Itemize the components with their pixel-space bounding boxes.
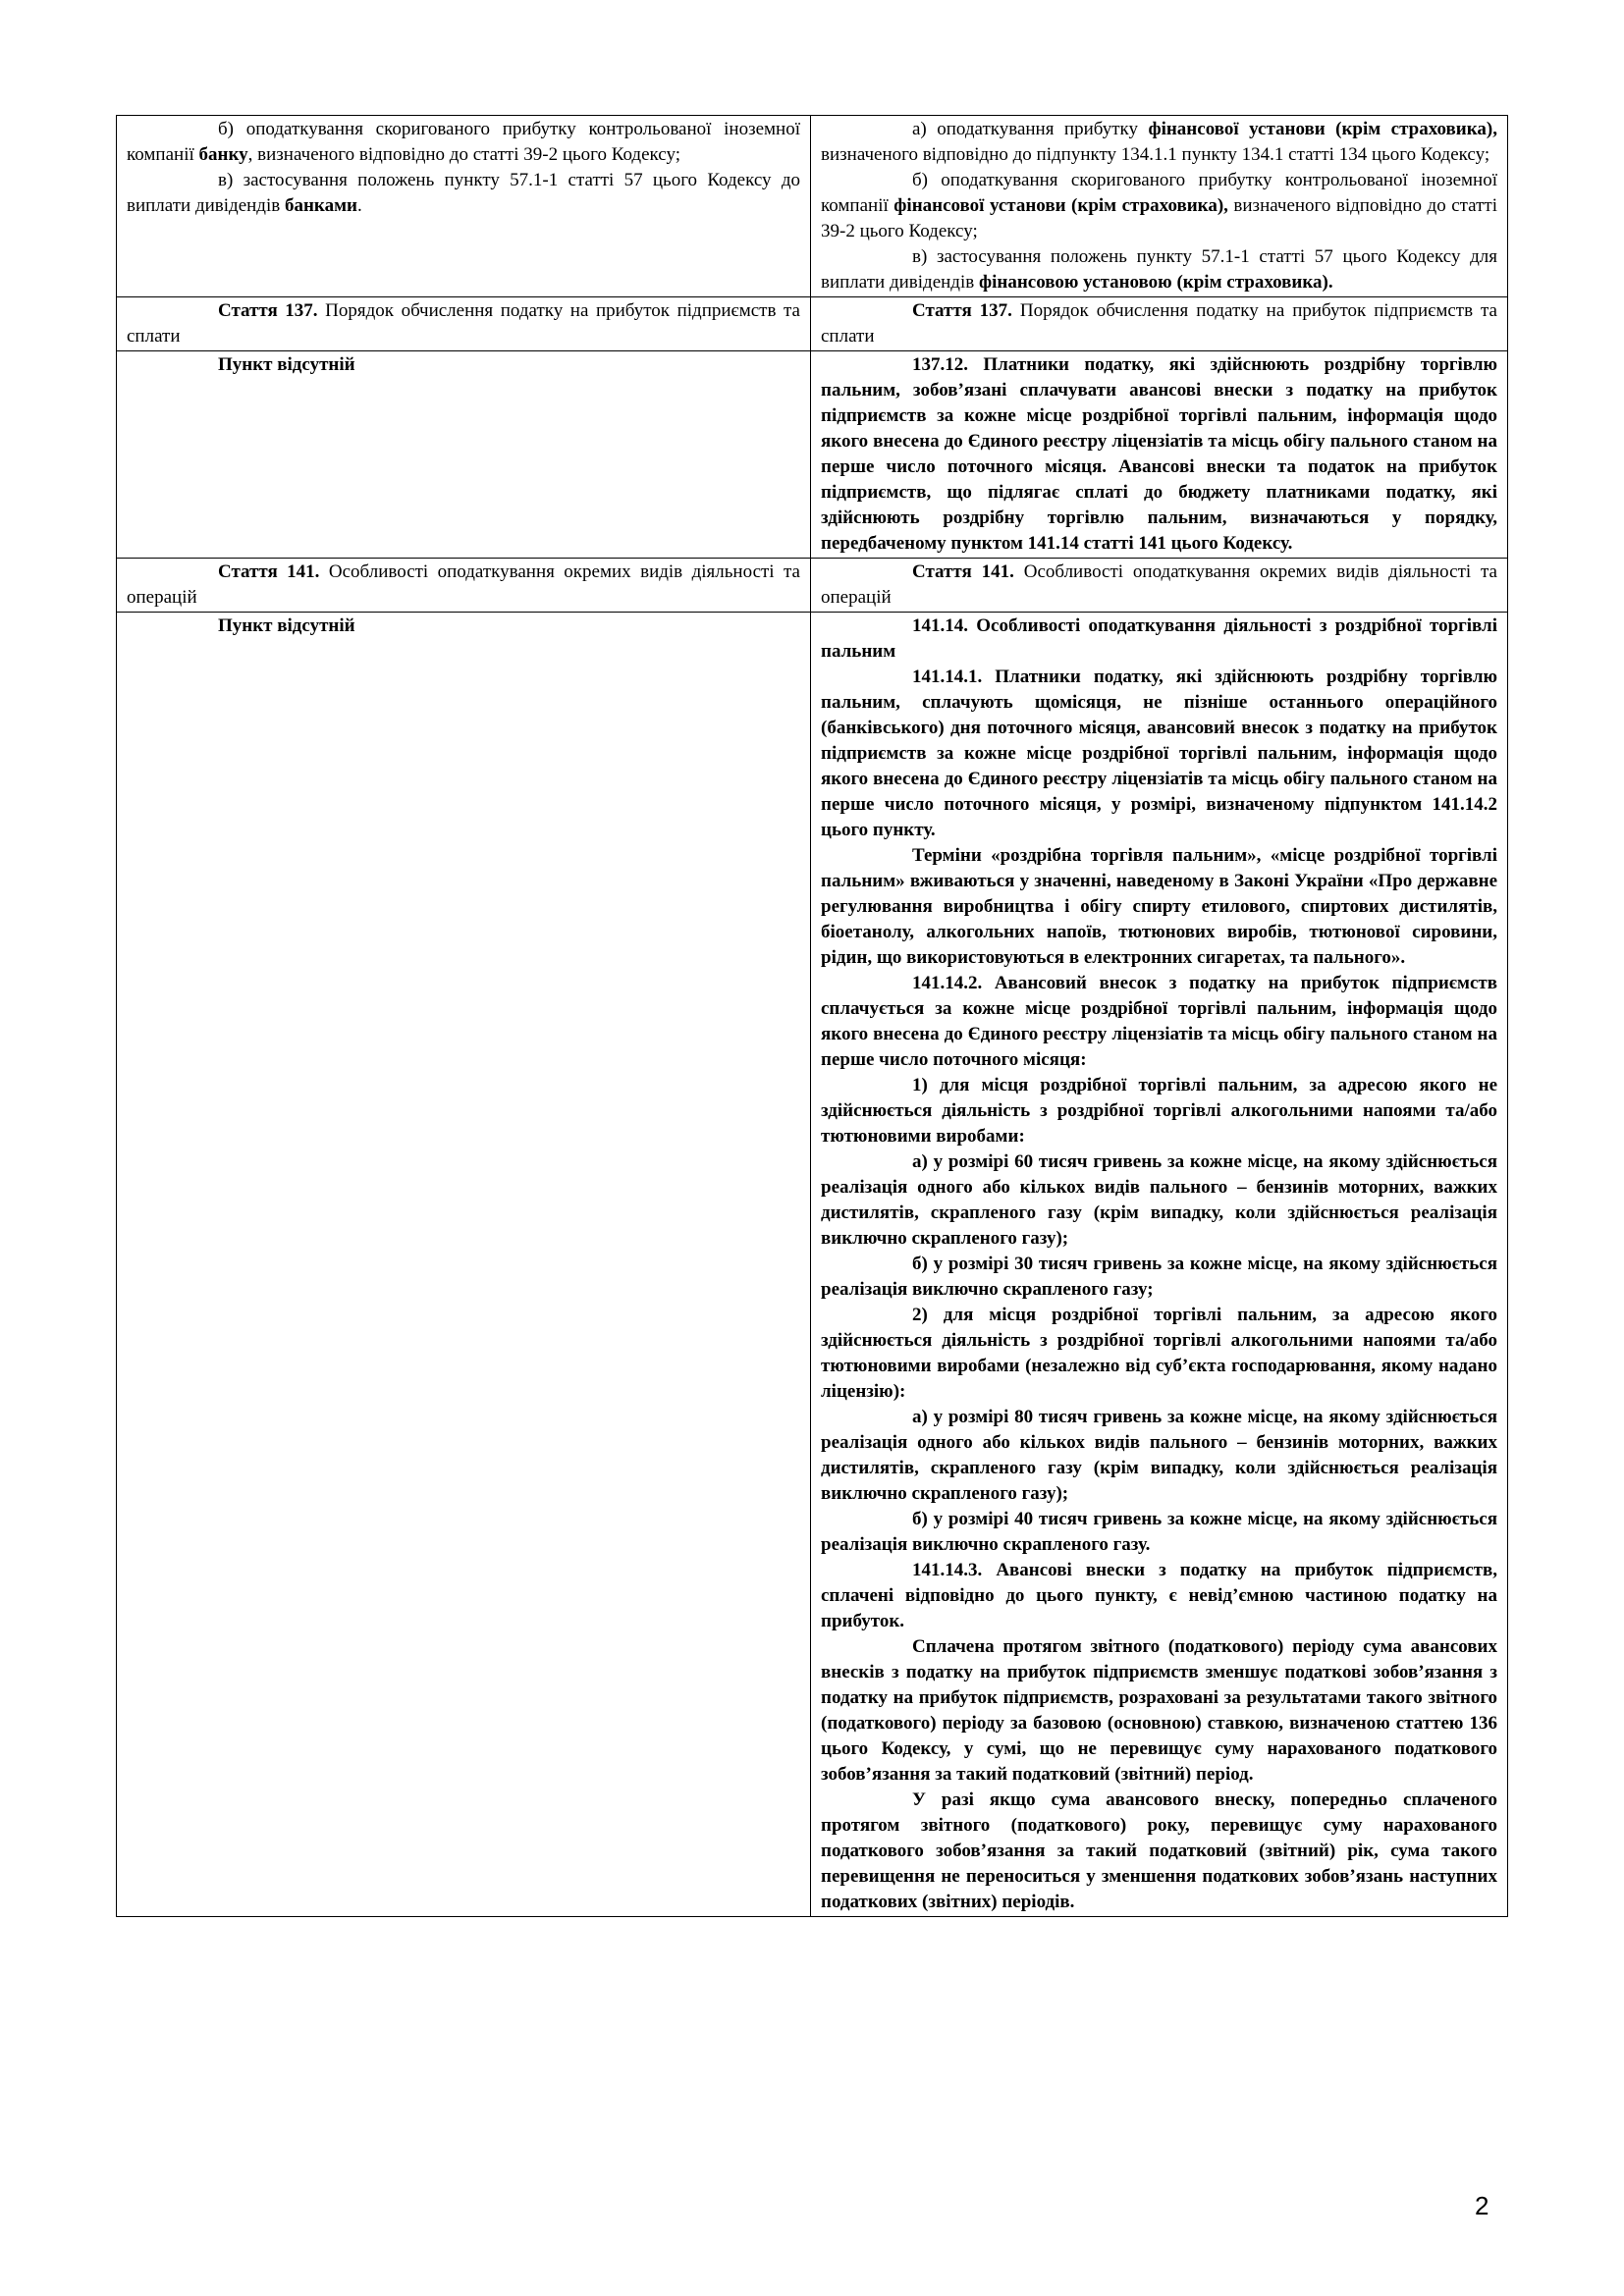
paragraph (821, 614, 1497, 665)
paragraph (821, 843, 1497, 971)
text-run: , визначеного відповідно до статті 39-2 цього Кодексу; (247, 144, 680, 165)
bold-text-run: У разі якщо сума авансового внеску, попередньо сплаченого протягом звітного (податкового) року, перевищує суму нарахованого податкового зобов’язання за такий податковий (звітний) рік, сума такого перевищення не переноситься у зменшення податкових зобов’язань наступних податкових (звітних) періодів. (821, 1789, 1497, 1912)
paragraph (821, 1405, 1497, 1507)
paragraph (821, 1073, 1497, 1149)
table-row (117, 297, 1508, 351)
paragraph (821, 117, 1497, 168)
proposed-text-cell (811, 116, 1508, 297)
comparison-table-body (117, 116, 1508, 1917)
paragraph (821, 1507, 1497, 1558)
text-run: в) застосування положень пункту 57.1-1 статті 57 цього Кодексу до виплати дивідендів (127, 170, 800, 216)
text-run: в) застосування положень пункту 57.1-1 статті 57 цього Кодексу для виплати дивідендів (821, 246, 1497, 293)
bold-text-run: 141.14.1. Платники податку, які здійснюють роздрібну торгівлю пальним, сплачують щомісяця, не пізніше останнього операційного (банківського) дня поточного місяця, авансовий внесок з податку на прибуток підприємств за кожне місце роздрібної торгівлі пальним, інформація щодо якого внесена до Єдиного реєстру ліцензіатів та місць обігу пального станом на перше число поточного місяця, у розмірі, визначеному підпунктом 141.14.2 цього пункту. (821, 667, 1497, 840)
bold-text-run: фінансової установи (крім страховика), (1148, 119, 1497, 139)
paragraph (821, 971, 1497, 1073)
text-run: Особливості оподаткування окремих видів діяльності та операцій (127, 561, 800, 608)
paragraph (821, 1634, 1497, 1788)
bold-text-run: Терміни «роздрібна торгівля пальним», «місце роздрібної торгівлі пальним» вживаються у значенні, наведеному в Законі України «Про державне регулювання виробництва і обігу спирту етилового, спиртових дистилятів, біоетанолу, алкогольних напоїв, тютюнових виробів, тютюнової сировини, рідин, що використовуються в електронних сигаретах, та пального». (821, 845, 1497, 968)
paragraph (821, 1252, 1497, 1303)
text-run: визначеного відповідно до підпункту 134.1.1 пункту 134.1 статті 134 цього Кодексу; (821, 144, 1490, 165)
text-run: б) оподаткування скоригованого прибутку контрольованої іноземної компанії (127, 119, 800, 165)
paragraph (821, 560, 1497, 611)
current-text-cell (117, 613, 811, 1917)
text-run: Особливості оподаткування окремих видів діяльності та операцій (821, 561, 1497, 608)
bold-text-run: Стаття 137. (912, 300, 1012, 321)
bold-text-run: Стаття 137. (218, 300, 318, 321)
bold-text-run: а) у розмірі 60 тисяч гривень за кожне місце, на якому здійснюється реалізація одного або кількох видів пального – бензинів моторних, важких дистилятів, скрапленого газу (крім випадку, коли здійснюється реалізація виключно скрапленого газу); (821, 1151, 1497, 1249)
current-text-cell (117, 559, 811, 613)
bold-text-run: 1) для місця роздрібної торгівлі пальним, за адресою якого не здійснюється діяльність з роздрібної торгівлі алкогольними напоями та/або тютюновими виробами: (821, 1075, 1497, 1147)
bold-text-run: 141.14.2. Авансовий внесок з податку на прибуток підприємств сплачується за кожне місце роздрібної торгівлі пальним, інформація щодо якого внесена до Єдиного реєстру ліцензіатів та місць обігу пального станом на перше число поточного місяця: (821, 973, 1497, 1070)
paragraph (127, 560, 800, 611)
bold-text-run: 2) для місця роздрібної торгівлі пальним, за адресою якого здійснюється діяльність з роздрібної торгівлі алкогольними напоями та/або тютюновими виробами (незалежно від суб’єкта господарювання, якому надано ліцензію): (821, 1305, 1497, 1402)
paragraph (127, 298, 800, 349)
current-text-cell (117, 116, 811, 297)
bold-text-run: б) у розмірі 30 тисяч гривень за кожне місце, на якому здійснюється реалізація виключно скрапленого газу; (821, 1254, 1497, 1300)
proposed-text-cell (811, 613, 1508, 1917)
paragraph (127, 168, 800, 219)
paragraph (821, 1149, 1497, 1252)
proposed-text-cell (811, 351, 1508, 559)
bold-text-run: банку (198, 144, 248, 165)
bold-text-run: 141.14.3. Авансові внески з податку на прибуток підприємств, сплачені відповідно до цього пункту, є невід’ємною частиною податку на прибуток. (821, 1560, 1497, 1631)
paragraph (127, 117, 800, 168)
bold-text-run: Пункт відсутній (218, 615, 355, 636)
table-row (117, 351, 1508, 559)
bold-text-run: Стаття 141. (912, 561, 1014, 582)
proposed-text-cell (811, 297, 1508, 351)
comparison-table (116, 115, 1508, 1917)
bold-text-run: фінансовою установою (крім страховика). (978, 272, 1333, 293)
paragraph (127, 352, 800, 378)
bold-text-run: 137.12. Платники податку, які здійснюють роздрібну торгівлю пальним, зобов’язані сплачувати авансові внески з податку на прибуток підприємств за кожне місце роздрібної торгівлі пальним, інформація щодо якого внесена до Єдиного реєстру ліцензіатів та місць обігу пального станом на перше число поточного місяця. Авансові внески та податок на прибуток підприємств, що підлягає сплаті до бюджету платниками податку, які здійснюють роздрібну торгівлю пальним, визначаються у порядку, передбаченому пунктом 141.14 статті 141 цього Кодексу. (821, 354, 1497, 554)
paragraph (821, 352, 1497, 557)
paragraph (821, 1558, 1497, 1634)
paragraph (821, 1303, 1497, 1405)
text-run: визначеного відповідно до статті 39-2 цього Кодексу; (821, 195, 1497, 241)
text-run: а) оподаткування прибутку (912, 119, 1149, 139)
paragraph (821, 244, 1497, 295)
bold-text-run: а) у розмірі 80 тисяч гривень за кожне місце, на якому здійснюється реалізація одного або кількох видів пального – бензинів моторних, важких дистилятів, скрапленого газу (крім випадку, коли здійснюється реалізація виключно скрапленого газу); (821, 1407, 1497, 1504)
table-row (117, 116, 1508, 297)
table-row (117, 559, 1508, 613)
current-text-cell (117, 297, 811, 351)
bold-text-run: 141.14. Особливості оподаткування діяльності з роздрібної торгівлі пальним (821, 615, 1497, 662)
bold-text-run: Пункт відсутній (218, 354, 355, 375)
text-run: б) оподаткування скоригованого прибутку контрольованої іноземної компанії (821, 170, 1497, 216)
bold-text-run: Сплачена протягом звітного (податкового) періоду сума авансових внесків з податку на прибуток підприємств зменшує податкові зобов’язання з податку на прибуток підприємств, розраховані за результатами такого звітного (податкового) періоду за базовою (основною) ставкою, визначеною статтею 136 цього Кодексу, у сумі, що не перевищує суму нарахованого податкового зобов’язання за такий податковий (звітний) період. (821, 1636, 1497, 1785)
text-run: Порядок обчислення податку на прибуток підприємств та сплати (127, 300, 800, 347)
text-run: Порядок обчислення податку на прибуток підприємств та сплати (821, 300, 1497, 347)
paragraph (127, 614, 800, 639)
paragraph (821, 1788, 1497, 1915)
bold-text-run: банками (284, 195, 357, 216)
paragraph (821, 168, 1497, 244)
bold-text-run: фінансової установи (крім страховика), (893, 195, 1228, 216)
paragraph (821, 665, 1497, 843)
paragraph (821, 298, 1497, 349)
current-text-cell (117, 351, 811, 559)
page-number: 2 (1475, 2191, 1489, 2220)
bold-text-run: б) у розмірі 40 тисяч гривень за кожне місце, на якому здійснюється реалізація виключно скрапленого газу. (821, 1509, 1497, 1555)
text-run: . (356, 195, 362, 216)
bold-text-run: Стаття 141. (218, 561, 320, 582)
proposed-text-cell (811, 559, 1508, 613)
table-row (117, 613, 1508, 1917)
